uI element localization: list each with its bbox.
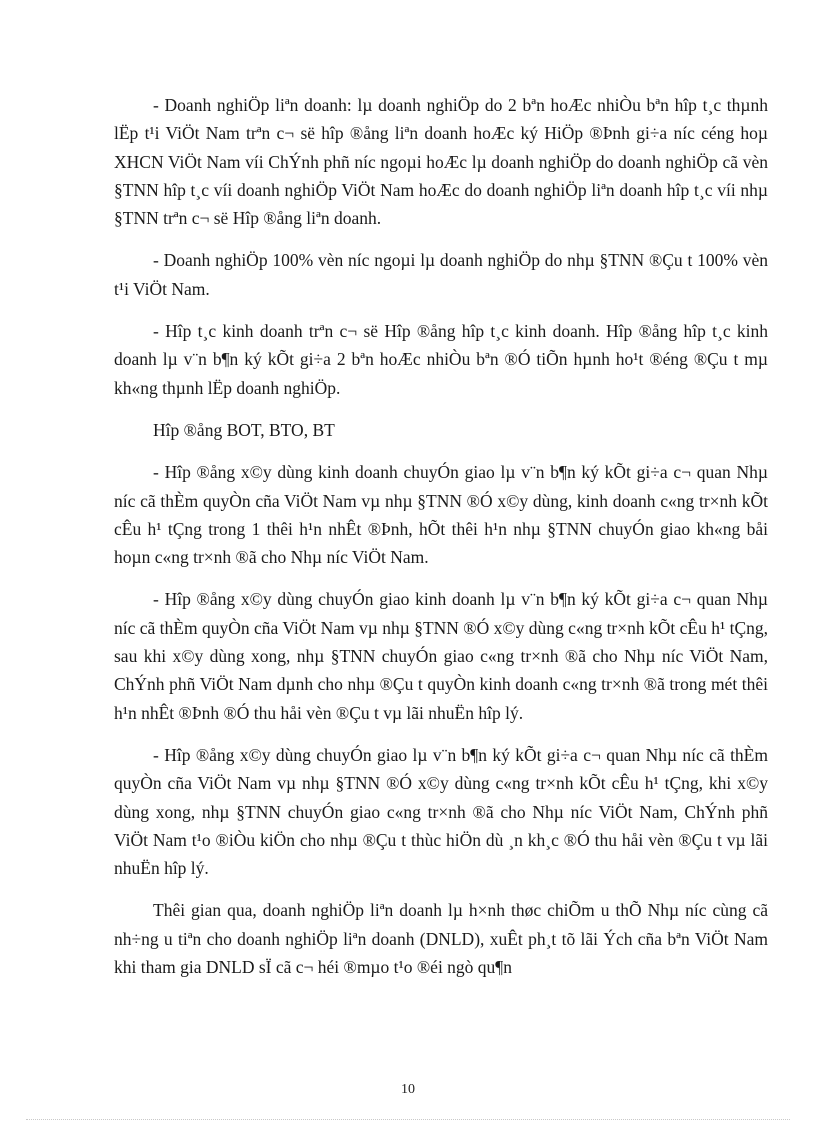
body-text [114,91,768,995]
section-heading-bot: Hîp ®ång BOT, BTO, BT [153,419,335,440]
paragraph-bt: - Hîp ®ång x©y dùng chuyÓn giao lµ v¨n b¶n ký kÕt gi÷a c¬ quan Nhµ níc cã thÈm quyÒn cña ViÖt Nam vµ nhµ §TNN ®Ó x©y dùng c«ng tr×nh kÕt cÊu h¹ tÇng, khi x©y dùng xong, nhµ §TNN chuyÓn giao c«ng tr×nh ®ã cho Nhµ níc ViÖt Nam, ChÝnh phñ ViÖt Nam t¹o ®iÒu kiÖn cho nhµ ®Çu t thùc hiÖn dù ¸n kh¸c ®Ó thu håi vèn ®Çu t vµ lãi nhuËn hîp lý. [114,744,768,879]
paragraph-joint-venture: - Doanh nghiÖp liªn doanh: lµ doanh nghiÖp do 2 bªn hoÆc nhiÒu bªn hîp t¸c thµnh lËp t¹i ViÖt Nam trªn c¬ së hîp ®ång liªn doanh hoÆc ký HiÖp ®Þnh gi÷a níc céng hoµ XHCN ViÖt Nam víi ChÝnh phñ níc ngoµi hoÆc lµ doanh nghiÖp do doanh nghiÖp cã vèn §TNN hîp t¸c víi doanh nghiÖp ViÖt Nam hoÆc do doanh nghiÖp liªn doanh hîp t¸c víi nhµ §TNN trªn c¬ së Hîp ®ång liªn doanh. [114,95,768,229]
paragraph-summary: Thêi gian qua, doanh nghiÖp liªn doanh lµ h×nh thøc chiÕm u thÕ Nhµ níc cùng cã nh÷ng u tiªn cho doanh nghiÖp liªn doanh (DNLD), xuÊt ph¸t tõ lãi Ých cña bªn ViÖt Nam khi tham gia DNLD sÏ cã c¬ héi ®mµo t¹o ®éi ngò qu¶n [114,900,768,978]
paragraph-bto: - Hîp ®ång x©y dùng chuyÓn giao kinh doanh lµ v¨n b¶n ký kÕt gi÷a c¬ quan Nhµ níc cã thÈm quyÒn cña ViÖt Nam vµ nhµ §TNN ®Ó x©y dùng c«ng tr×nh kÕt cÊu h¹ tÇng, sau khi x©y dùng xong, nhµ §TNN chuyÓn giao c«ng tr×nh ®ã cho Nhµ níc ViÖt Nam, ChÝnh phñ ViÖt Nam dµnh cho nhµ ®Çu t quyÒn kinh doanh c«ng tr×nh ®ã trong mét thêi h¹n nhÊt ®Þnh ®Ó thu håi vèn ®Çu t vµ lãi nhuËn hîp lý. [114,589,768,723]
page-bottom-divider [26,1119,790,1120]
page-number: 10 [401,1082,415,1097]
paragraph-foreign-owned: - Doanh nghiÖp 100% vèn níc ngoµi lµ doanh nghiÖp do nhµ §TNN ®Çu t 100% vèn t¹i ViÖt Nam. [114,250,768,299]
paragraph-business-cooperation: - Hîp t¸c kinh doanh trªn c¬ së Hîp ®ång hîp t¸c kinh doanh. Hîp ®ång hîp t¸c kinh doanh lµ v¨n b¶n ký kÕt gi÷a 2 bªn hoÆc nhiÒu bªn ®Ó tiÕn hµnh ho¹t ®éng ®Çu t mµ kh«ng thµnh lËp doanh nghiÖp. [114,321,768,398]
paragraph-bot: - Hîp ®ång x©y dùng kinh doanh chuyÓn giao lµ v¨n b¶n ký kÕt gi÷a c¬ quan Nhµ níc cã thÈm quyÒn cña ViÖt Nam vµ nhµ §TNN ®Ó x©y dùng, kinh doanh c«ng tr×nh kÕt cÊu h¹ tÇng trong 1 thêi h¹n nhÊt ®Þnh, hÕt thêi h¹n nhµ §TNN chuyÓn giao kh«ng båi hoµn c«ng tr×nh ®ã cho Nhµ níc ViÖt Nam. [114,462,768,568]
